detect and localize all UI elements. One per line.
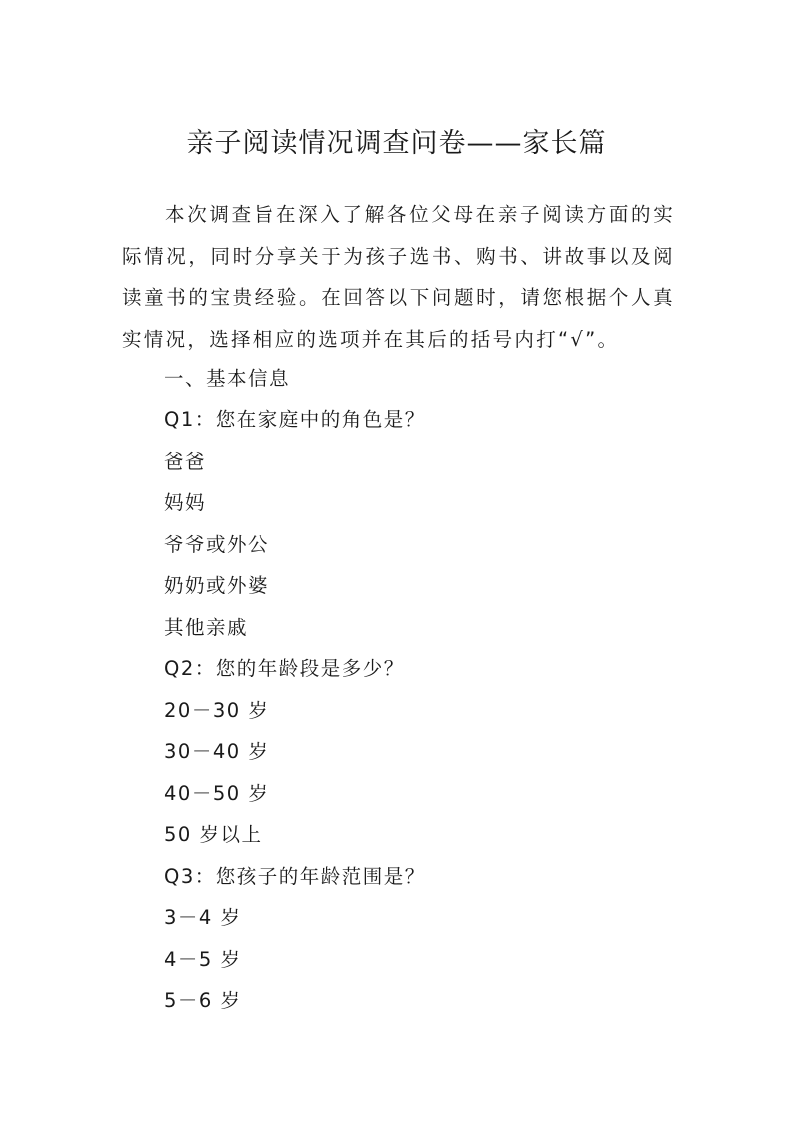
q3-option-4-5: 4－5 岁 <box>164 948 242 971</box>
q1-option-grandma: 奶奶或外婆 <box>164 574 270 597</box>
q1-option-dad: 爸爸 <box>164 450 207 473</box>
q2-option-40-50: 40－50 岁 <box>164 782 270 805</box>
intro-paragraph: 本次调查旨在深入了解各位父母在亲子阅读方面的实际情况，同时分享关于为孩子选书、购书、讲故事以及阅读童书的宝贵经验。在回答以下问题时，请您根据个人真实情况，选择相应的选项并在其后的括号内打“√”。 <box>122 203 675 351</box>
document-title: 亲子阅读情况调查问卷——家长篇 <box>186 128 607 159</box>
q3-option-5-6: 5－6 岁 <box>164 989 242 1012</box>
q2-option-20-30: 20－30 岁 <box>164 699 270 722</box>
q1-option-mom: 妈妈 <box>164 491 207 514</box>
question-q2: Q2：您的年龄段是多少？ <box>164 657 405 680</box>
q2-option-30-40: 30－40 岁 <box>164 740 270 763</box>
q1-option-other: 其他亲戚 <box>164 616 249 639</box>
question-q3: Q3：您孩子的年龄范围是？ <box>164 865 426 888</box>
section-heading: 一、基本信息 <box>164 367 291 390</box>
q2-option-50-plus: 50 岁以上 <box>164 823 263 846</box>
question-q1: Q1：您在家庭中的角色是？ <box>164 408 426 431</box>
q3-option-3-4: 3－4 岁 <box>164 906 242 929</box>
q1-option-grandpa: 爷爷或外公 <box>164 533 270 556</box>
